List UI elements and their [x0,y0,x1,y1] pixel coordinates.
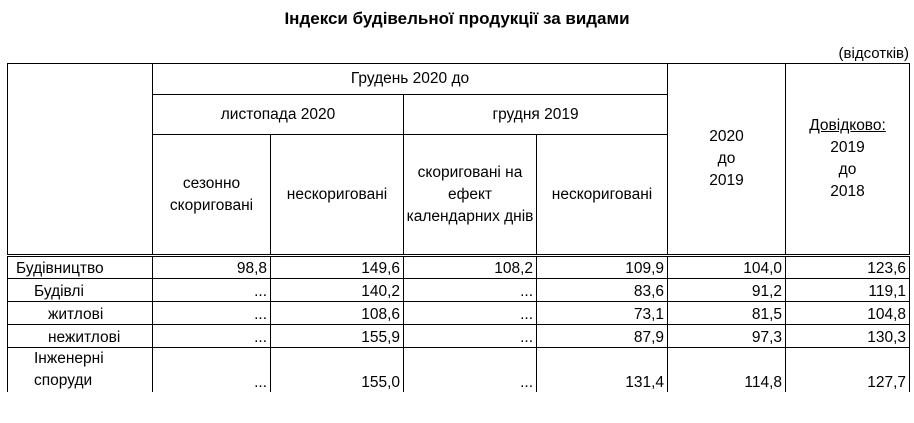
header-ref-l2: 2019 [830,139,865,156]
header-ref-l1: Довідково: [809,117,886,134]
cell-value: 108,6 [271,302,404,325]
cell-value: ... [153,348,271,393]
row-label-line2: споруди [34,372,93,389]
header-ref-l3: до [838,161,857,178]
header-calendar-adjusted: скориговані на ефект календарних днів [404,135,537,256]
cell-value: ... [404,325,537,348]
row-label [8,348,153,393]
table-row-engineering [8,348,910,393]
table-row-construction [8,256,910,279]
cell-value: 109,9 [537,256,668,279]
cell-value: 104,0 [668,256,786,279]
cell-value: 149,6 [271,256,404,279]
construction-index-table [7,63,910,392]
header-seasonal-adjusted: сезонно скориговані [153,135,271,256]
row-label-line1: Інженерні [34,350,104,367]
header-group-main: Грудень 2020 до [153,64,668,95]
table-row-buildings [8,279,910,302]
table-row-residential [8,302,910,325]
table-row-nonresidential [8,325,910,348]
header-unadjusted-2: нескориговані [537,135,668,256]
cell-value: 131,4 [537,348,668,393]
cell-value: 127,7 [786,348,910,393]
cell-value: 73,1 [537,302,668,325]
cell-value: ... [153,325,271,348]
units-label: (відсотків) [838,45,909,62]
cell-value: 87,9 [537,325,668,348]
header-blank-cell [8,64,153,256]
cell-value: 155,9 [271,325,404,348]
cell-value: 83,6 [537,279,668,302]
cell-value: ... [153,302,271,325]
cell-value: 104,8 [786,302,910,325]
row-label: житлові [8,302,153,325]
cell-value: 98,8 [153,256,271,279]
cell-value: 119,1 [786,279,910,302]
cell-value: 114,8 [668,348,786,393]
row-label: нежитлові [8,325,153,348]
cell-value: 130,3 [786,325,910,348]
table-title: Індекси будівельної продукції за видами [284,9,630,28]
cell-value: ... [404,279,537,302]
cell-value: 81,5 [668,302,786,325]
header-year-column [668,64,786,256]
header-ref-l4: 2018 [830,183,865,200]
cell-value: ... [404,348,537,393]
header-year-l2: до [717,150,736,167]
cell-value: 91,2 [668,279,786,302]
cell-value: ... [153,279,271,302]
header-reference-column [786,64,910,256]
cell-value: 140,2 [271,279,404,302]
header-year-l3: 2019 [709,172,744,189]
cell-value: 155,0 [271,348,404,393]
header-prev-year: грудня 2019 [404,95,668,135]
header-prev-month: листопада 2020 [153,95,404,135]
row-label: Будівлі [8,279,153,302]
header-year-l1: 2020 [709,128,744,145]
header-unadjusted-1: нескориговані [271,135,404,256]
cell-value: ... [404,302,537,325]
cell-value: 123,6 [786,256,910,279]
cell-value: 108,2 [404,256,537,279]
cell-value: 97,3 [668,325,786,348]
row-label: Будівництво [8,256,153,279]
